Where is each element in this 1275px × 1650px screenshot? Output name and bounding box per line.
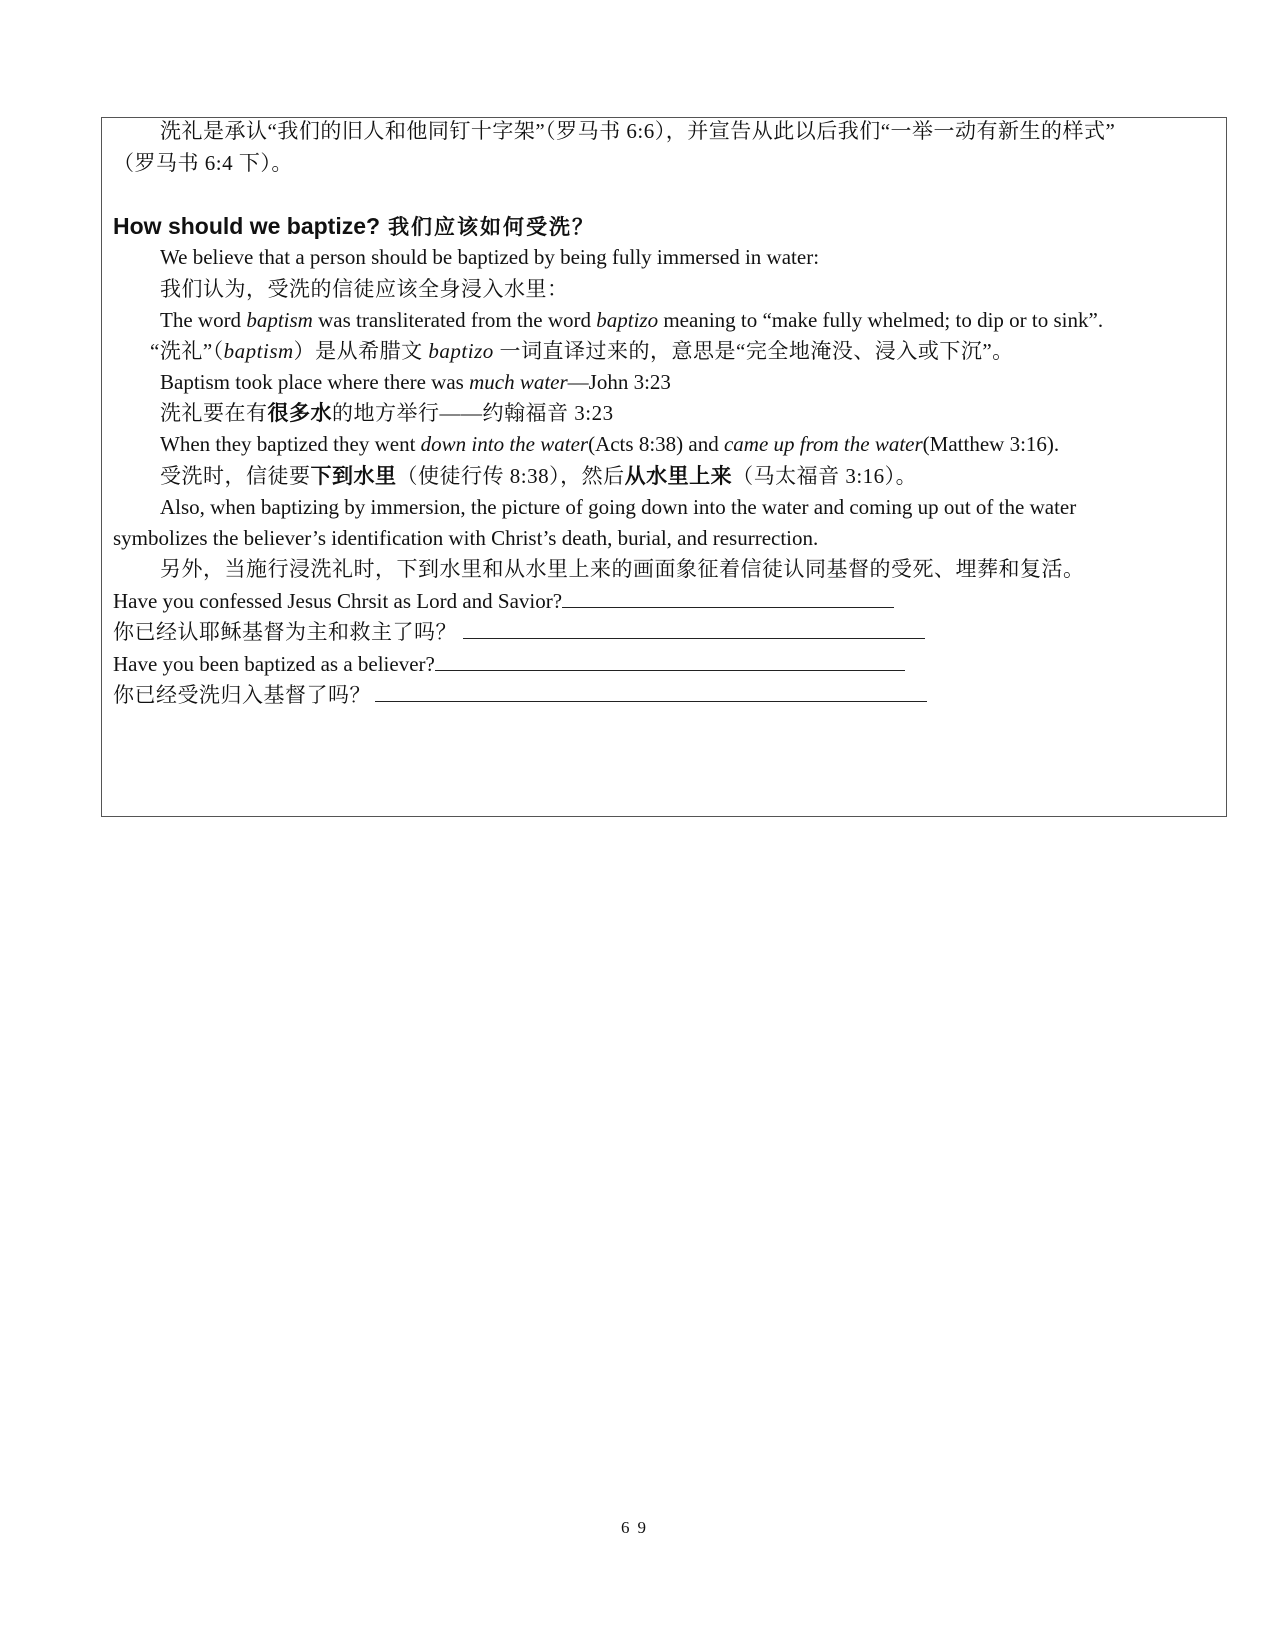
emphasis-came-up-from-water: 从水里上来 [624, 464, 733, 488]
emphasis-came-up-from-water: came up from the water [723, 432, 923, 456]
question-text: Have you confessed Jesus Chrsit as Lord and Savior? [113, 589, 563, 613]
text-run: 的地方举行——约翰福音 3:23 [332, 401, 614, 425]
intro-line-2: （罗马书 6:4 下）。 [113, 151, 293, 175]
emphasis-much-water: much water [469, 370, 568, 394]
text-run: (Acts 8:38) and [588, 432, 724, 456]
text-run: （使徒行传 8:38），然后 [396, 464, 625, 488]
text-run: 一词直译过来的，意思是“完全地淹没、浸入或下沉”。 [493, 339, 1014, 363]
also-english-line-2: symbolizes the believer’s identification with Christ’s death, burial, and resurrection. [113, 526, 819, 550]
immerse-chinese: 我们认为，受洗的信徒应该全身浸入水里： [160, 277, 569, 301]
answer-blank[interactable] [435, 650, 905, 671]
heading-english: How should we baptize? [113, 213, 381, 239]
page-number: 69 [621, 1518, 654, 1537]
emphasis-down-into-water: 下到水里 [310, 464, 397, 488]
text-run: “洗礼”（ [150, 339, 224, 363]
text-run: Baptism took place where there was [160, 370, 470, 394]
word-english [160, 306, 1103, 334]
heading-chinese: 我们应该如何受洗？ [388, 215, 596, 239]
text-run: was transliterated from the word [312, 308, 597, 332]
acts-chinese [160, 462, 917, 490]
word-chinese [150, 337, 1014, 365]
term-baptizo: baptizo [596, 308, 659, 332]
answer-blank[interactable] [562, 587, 894, 608]
also-english-line-1: Also, when baptizing by immersion, the picture of going down into the water and coming up out of the water [160, 495, 1077, 519]
term-baptizo: baptizo [428, 339, 494, 363]
intro-line-1: 洗礼是承认“我们的旧人和他同钉十字架”（罗马书 6:6），并宣告从此以后我们“一举一动有新生的样式” [160, 119, 1116, 143]
term-baptism: baptism [223, 339, 294, 363]
text-run: 受洗时，信徒要 [160, 464, 311, 488]
john-chinese [160, 399, 614, 427]
text-run: （马太福音 3:16）。 [732, 464, 918, 488]
text-run: When they baptized they went [160, 432, 421, 456]
question-baptized-chinese [113, 681, 927, 709]
john-english [160, 368, 671, 396]
section-heading [113, 212, 595, 241]
text-run: meaning to “make fully whelmed; to dip or to sink”. [658, 308, 1104, 332]
question-confessed-english [113, 587, 894, 615]
emphasis-down-into-water: down into the water [420, 432, 589, 456]
text-run: (Matthew 3:16). [922, 432, 1060, 456]
question-confessed-chinese [113, 618, 925, 646]
question-baptized-english [113, 650, 905, 678]
emphasis-much-water: 很多水 [267, 401, 332, 425]
text-run: The word [160, 308, 247, 332]
question-text: 你已经受洗归入基督了吗？ [113, 683, 371, 707]
also-chinese: 另外，当施行浸洗礼时，下到水里和从水里上来的画面象征着信徒认同基督的受死、埋葬和复活。 [160, 557, 1085, 581]
question-text: 你已经认耶稣基督为主和救主了吗？ [113, 620, 457, 644]
answer-blank[interactable] [463, 618, 925, 639]
text-run: 洗礼要在有 [160, 401, 268, 425]
question-text: Have you been baptized as a believer? [113, 652, 435, 676]
text-run: —John 3:23 [567, 370, 671, 394]
immerse-english: We believe that a person should be baptized by being fully immersed in water: [160, 245, 820, 269]
answer-blank[interactable] [375, 681, 927, 702]
term-baptism: baptism [246, 308, 313, 332]
text-run: ）是从希腊文 [293, 339, 429, 363]
acts-english [160, 430, 1059, 458]
